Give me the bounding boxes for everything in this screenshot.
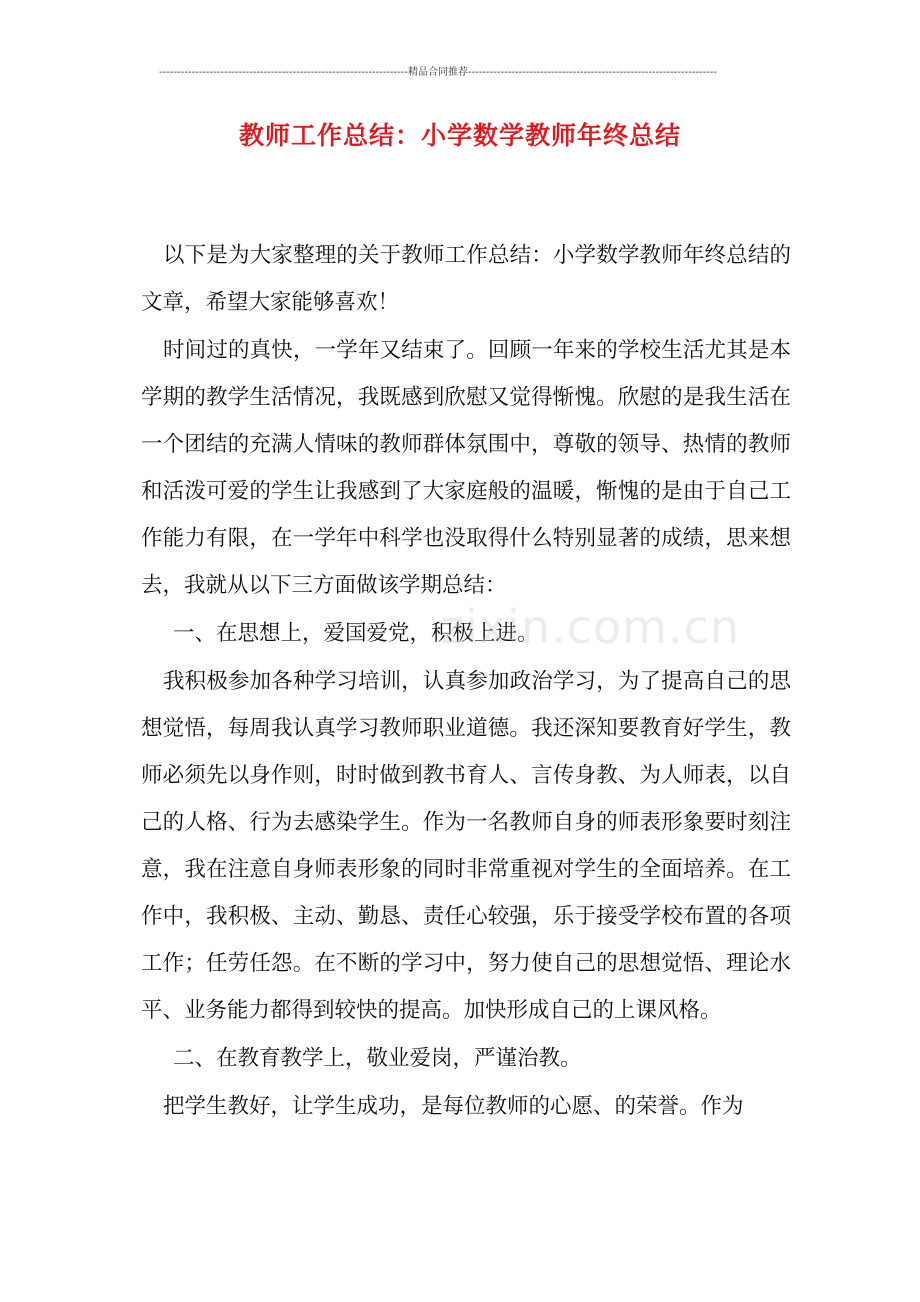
body-paragraph: 把学生教好，让学生成功，是每位教师的心愿、的荣誉。作为: [163, 1094, 744, 1119]
document-title: 教师工作总结：小学数学教师年终总结: [238, 121, 681, 150]
section-heading-1: 一、在思想上，爱国爱党，积极上进。: [173, 621, 539, 646]
page-header-rule: ---------------------------------------------------------------------精品合同推荐---------------------------------------------------------------------: [159, 67, 717, 78]
intro-paragraph: 以下是为大家整理的关于教师工作总结：小学数学教师年终总结的文章，希望大家能够喜欢！: [141, 243, 791, 315]
document-body: [141, 232, 791, 1131]
body-paragraph: 时间过的真快，一学年又结束了。回顾一年来的学校生活尤其是本学期的教学生活情况，我既感到欣慰又觉得惭愧。欣慰的是我生活在一个团结的充满人情味的教师群体氛围中，尊敬的领导、热情的教师和活泼可爱的学生让我感到了大家庭般的温暖，惭愧的是由于自己工作能力有限，在一学年中科学也没取得什么特别显著的成绩，思来想去，我就从以下三方面做该学期总结：: [141, 338, 791, 598]
section-heading-2: 二、在教育教学上，敬业爱岗，严谨治教。: [173, 1046, 582, 1071]
watermark-text: zixin.com.cn: [440, 600, 741, 654]
body-paragraph: 我积极参加各种学习培训，认真参加政治学习，为了提高自己的思想觉悟，每周我认真学习教师职业道德。我还深知要教育好学生，教师必须先以身作则，时时做到教书育人、言传身教、为人师表，以自己的人格、行为去感染学生。作为一名教师自身的师表形象要时刻注意，我在注意自身师表形象的同时非常重视对学生的全面培养。在工作中，我积极、主动、勤恳、责任心较强，乐于接受学校布置的各项工作；任劳任怨。在不断的学习中，努力使自己的思想觉悟、理论水平、业务能力都得到较快的提高。加快形成自己的上课风格。: [141, 669, 791, 1023]
